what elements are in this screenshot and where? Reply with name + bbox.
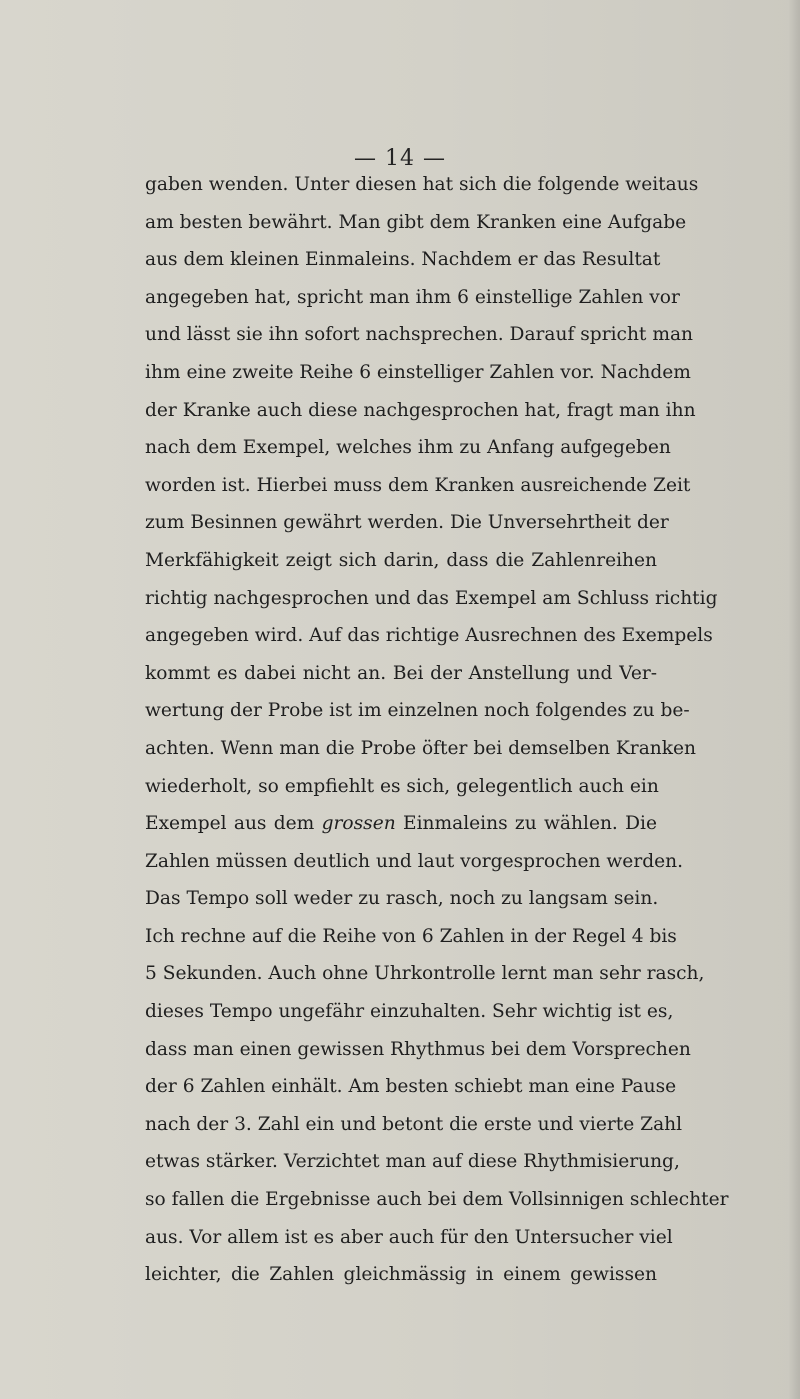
text-line: wertung der Probe ist im einzelnen noch folgendes zu be-: [145, 700, 690, 722]
text-line: ihm eine zweite Reihe 6 einstelliger Zahlen vor. Nachdem: [145, 361, 691, 383]
text-line: nach dem Exempel, welches ihm zu Anfang aufgegeben: [145, 437, 671, 459]
text-line: leichter, die Zahlen gleichmässig in einem gewissen: [145, 1264, 657, 1286]
text-line: nach der 3. Zahl ein und betont die erste und vierte Zahl: [145, 1113, 683, 1135]
text-line: dass man einen gewissen Rhythmus bei dem Vorsprechen: [145, 1038, 691, 1060]
page-number: — 14 —: [354, 146, 446, 171]
italic-word: grossen: [321, 813, 396, 835]
text-line: gaben wenden. Unter diesen hat sich die folgende weitaus: [145, 174, 699, 195]
text-segment: Einmaleins zu wählen. Die: [395, 813, 657, 835]
text-line: angegeben wird. Auf das richtige Ausrechnen des Exempels: [145, 625, 713, 647]
text-line: wiederholt, so empfiehlt es sich, gelegentlich auch ein: [145, 775, 659, 797]
text-line: 5 Sekunden. Auch ohne Uhrkontrolle lernt man sehr rasch,: [145, 963, 705, 985]
text-line: etwas stärker. Verzichtet man auf diese Rhythmisierung,: [145, 1151, 680, 1173]
text-line: Zahlen müssen deutlich und laut vorgesprochen werden.: [145, 850, 683, 872]
text-line: richtig nachgesprochen und das Exempel am Schluss richtig: [145, 587, 718, 609]
text-line: Merkfähigkeit zeigt sich darin, dass die Zahlenreihen: [145, 549, 657, 571]
text-line: kommt es dabei nicht an. Bei der Anstellung und Ver-: [145, 662, 657, 684]
page-edge-shadow: [788, 0, 800, 1399]
text-line: aus dem kleinen Einmaleins. Nachdem er das Resultat: [145, 249, 661, 271]
text-line: worden ist. Hierbei muss dem Kranken ausreichende Zeit: [145, 474, 691, 496]
text-line: und lässt sie ihn sofort nachsprechen. Darauf spricht man: [145, 324, 694, 346]
text-line: Das Tempo soll weder zu rasch, noch zu langsam sein.: [145, 888, 659, 910]
text-line: dieses Tempo ungefähr einzuhalten. Sehr wichtig ist es,: [145, 1001, 674, 1023]
text-line: aus. Vor allem ist es aber auch für den Untersucher viel: [145, 1226, 673, 1248]
text-line-with-italic: [145, 805, 657, 843]
body-text: [145, 166, 729, 1294]
text-segment: Exempel aus dem: [145, 813, 322, 835]
text-line: zum Besinnen gewährt werden. Die Unversehrtheit der: [145, 512, 669, 534]
text-line: so fallen die Ergebnisse auch bei dem Vollsinnigen schlechter: [145, 1189, 729, 1211]
text-line: der 6 Zahlen einhält. Am besten schiebt man eine Pause: [145, 1076, 677, 1098]
text-line: der Kranke auch diese nachgesprochen hat, fragt man ihn: [145, 399, 696, 421]
text-line: Ich rechne auf die Reihe von 6 Zahlen in der Regel 4 bis: [145, 925, 677, 947]
text-line: am besten bewährt. Man gibt dem Kranken eine Aufgabe: [145, 211, 687, 233]
text-line: achten. Wenn man die Probe öfter bei demselben Kranken: [145, 737, 697, 759]
text-line: angegeben hat, spricht man ihm 6 einstellige Zahlen vor: [145, 286, 680, 308]
